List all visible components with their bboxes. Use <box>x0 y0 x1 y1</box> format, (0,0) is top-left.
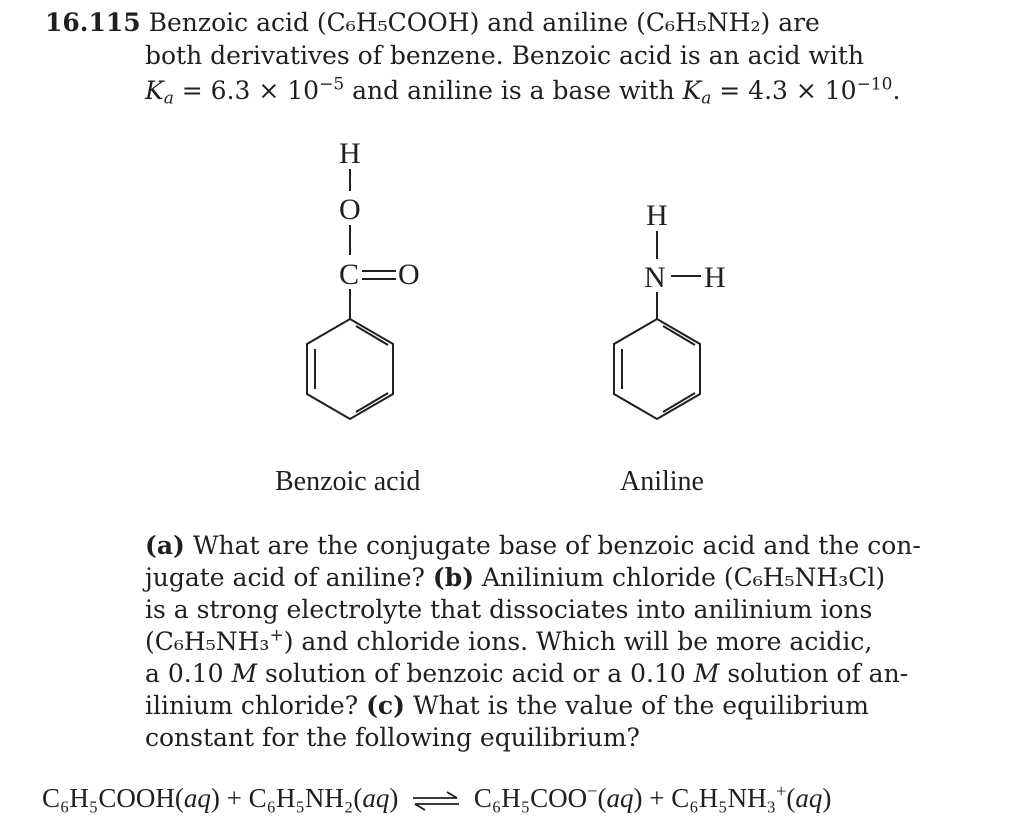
q-line5-b: solution of benzoic acid or a 0.10 <box>265 659 686 688</box>
problem-line-1 <box>45 8 820 38</box>
intro-line-2: both derivatives of benzene. Benzoic acid is an acid with <box>145 41 864 70</box>
eq-plus-2: + <box>649 783 665 813</box>
equilibrium-arrow-icon <box>411 791 461 811</box>
eq-left-1: C₆H₅COOH( <box>42 783 184 813</box>
q-line7: constant for the following equilibrium? <box>145 723 640 752</box>
ka-value-2: = 4.3 × 10 <box>719 76 857 105</box>
benzoic-o-right-atom: O <box>398 258 420 291</box>
equilibrium-equation <box>42 781 831 815</box>
question-line-6 <box>145 691 869 721</box>
q-line4-b: ) and chloride ions. Which will be more acidic, <box>283 627 873 656</box>
eq-aq-3: aq <box>606 783 634 813</box>
eq-right-2-close: ) <box>822 783 832 813</box>
eq-right-1-end: ( <box>597 783 607 813</box>
benzoic-acid-label: Benzoic acid <box>275 466 421 497</box>
aniline-benzene-ring <box>614 319 700 419</box>
eq-right-2-end: ( <box>786 783 796 813</box>
eq-plus-1: + <box>226 783 242 813</box>
aniline-h-right-atom: H <box>704 261 726 294</box>
aniline-label: Aniline <box>620 466 704 497</box>
eq-right-2-sup: + <box>776 780 787 801</box>
molarity-2: M <box>693 659 720 688</box>
eq-aq-2: aq <box>362 783 390 813</box>
benzoic-inner-bond-2 <box>356 393 388 412</box>
eq-right-2: C₆H₅NH₃ <box>671 783 777 813</box>
q-line5-a: a 0.10 <box>145 659 224 688</box>
q-line6-post: What is the value of the equilibrium <box>412 691 869 720</box>
intro-line-1: Benzoic acid (C₆H₅COOH) and aniline (C₆H₅NH₂) are <box>148 8 820 37</box>
question-line-4 <box>145 627 872 657</box>
q-line4-a: (C₆H₅NH₃ <box>145 627 270 656</box>
q-line6-pre: ilinium chloride? <box>145 691 359 720</box>
intro-mid: and aniline is a base with <box>352 76 675 105</box>
aniline-inner-bond-3 <box>663 326 695 345</box>
q-line3: is a strong electrolyte that dissociates into anilinium ions <box>145 595 873 624</box>
benzoic-o-top-atom: O <box>339 193 361 226</box>
eq-aq-1: aq <box>183 783 211 813</box>
q-line4-sup: + <box>269 625 284 646</box>
part-c-label: (c) <box>366 691 405 720</box>
ka-symbol-1: K <box>145 76 164 105</box>
aniline-n-atom: N <box>644 261 666 294</box>
eq-left-2-end: ) <box>389 783 399 813</box>
benzoic-h-atom: H <box>339 137 361 170</box>
part-a-label: (a) <box>145 531 185 560</box>
question-line-7 <box>145 723 640 753</box>
problem-number: 16.115 <box>45 8 141 37</box>
intro-end: . <box>892 76 901 105</box>
q-line5-c: solution of an- <box>727 659 909 688</box>
question-line-1 <box>145 531 921 561</box>
problem-line-2 <box>145 41 864 71</box>
problem-line-3: $K_a = 6.3 \times 10^{-5}$ and aniline is a base with $K_a = 4.3 \times 10^{-10}$. <box>145 74 901 109</box>
benzoic-inner-bond-3 <box>356 326 388 345</box>
eq-right-1: C₆H₅COO <box>473 783 588 813</box>
aniline-structure <box>597 135 757 435</box>
q-line2-pre: jugate acid of aniline? <box>145 563 425 592</box>
q-line2-post: Anilinium chloride (C₆H₅NH₃Cl) <box>482 563 886 592</box>
ka-exp-2: −10 <box>856 74 893 95</box>
eq-left-2: C₆H₅NH₂( <box>248 783 363 813</box>
ka-symbol-2: K <box>682 76 702 105</box>
question-line-2 <box>145 563 885 593</box>
ka-value-1: = 6.3 × 10 <box>181 76 320 105</box>
benzoic-c-atom: C <box>339 258 360 291</box>
question-line-5 <box>145 659 908 689</box>
benzoic-benzene-ring <box>307 319 393 419</box>
eq-left-1-end: ) <box>210 783 220 813</box>
part-b-label: (b) <box>432 563 475 592</box>
eq-right-1-close: ) <box>633 783 643 813</box>
question-line-3 <box>145 595 872 625</box>
molarity-1: M <box>231 659 258 688</box>
aniline-h-top-atom: H <box>646 199 668 232</box>
eq-right-1-sup: − <box>587 780 598 801</box>
aniline-inner-bond-2 <box>663 393 695 412</box>
ka-exp-1: −5 <box>319 74 345 95</box>
part-a-text: What are the conjugate base of benzoic acid and the con- <box>192 531 921 560</box>
benzoic-acid-structure <box>290 135 430 435</box>
eq-aq-4: aq <box>795 783 823 813</box>
